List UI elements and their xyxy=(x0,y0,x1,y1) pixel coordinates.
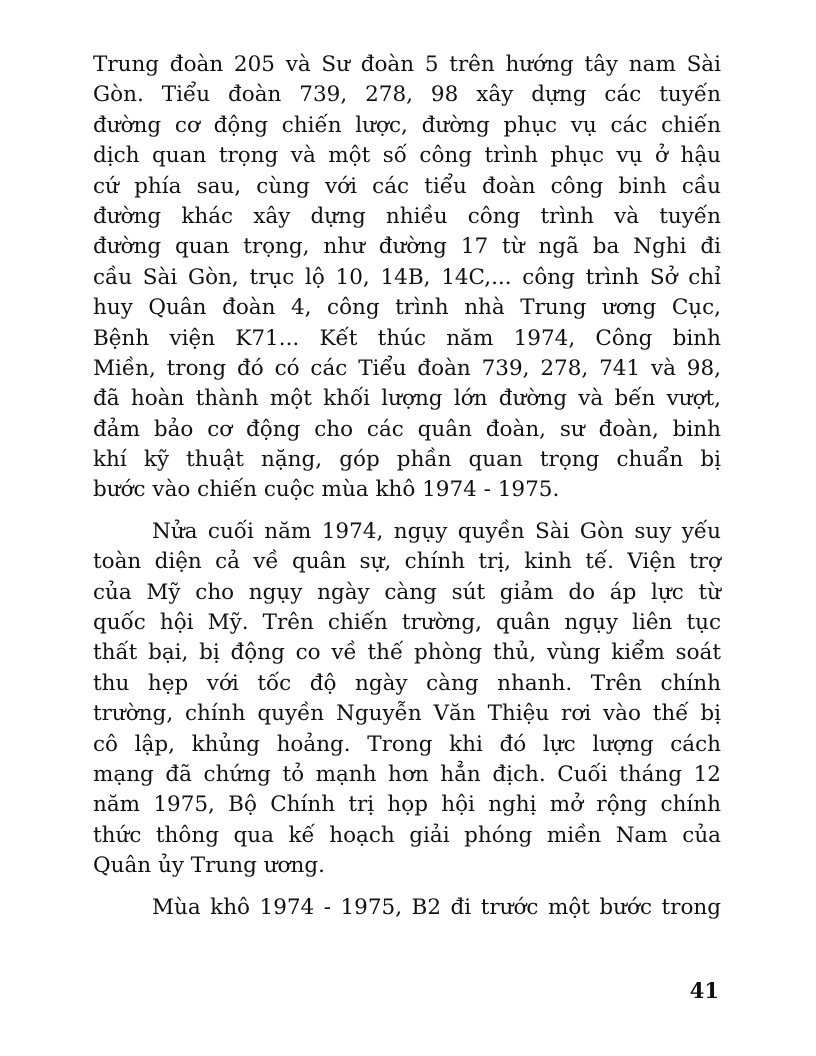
text-line: thu hẹp với tốc độ ngày càng nhanh. Trên chính xyxy=(93,670,721,696)
text-line: khí kỹ thuật nặng, góp phần quan trọng chuẩn bị xyxy=(93,447,721,473)
body-text xyxy=(93,50,721,923)
text-line: dịch quan trọng và một số công trình phục vụ ở hậu xyxy=(93,143,721,169)
text-line: trường, chính quyền Nguyễn Văn Thiệu rơi vào thế bị xyxy=(93,701,721,727)
text-line: bước vào chiến cuộc mùa khô 1974 - 1975. xyxy=(93,477,560,503)
text-line: đường quan trọng, như đường 17 từ ngã ba Nghi đi xyxy=(93,234,721,260)
text-line: Miền, trong đó có các Tiểu đoàn 739, 278, 741 và 98, xyxy=(93,355,721,381)
text-line: Mùa khô 1974 - 1975, B2 đi trước một bước trong xyxy=(152,894,721,920)
text-line: mạng đã chứng tỏ mạnh hơn hẳn địch. Cuối tháng 12 xyxy=(93,761,721,787)
text-line: đã hoàn thành một khối lượng lớn đường và bến vượt, xyxy=(93,386,721,412)
text-line: thức thông qua kế hoạch giải phóng miền Nam của xyxy=(93,822,721,848)
text-line: năm 1975, Bộ Chính trị họp hội nghị mở rộng chính xyxy=(93,792,721,818)
paragraph xyxy=(93,893,721,923)
text-line: Quân ủy Trung ương. xyxy=(93,853,325,879)
text-line: toàn diện cả về quân sự, chính trị, kinh tế. Viện trợ xyxy=(93,549,721,575)
text-line: thất bại, bị động co về thế phòng thủ, vùng kiểm soát xyxy=(93,640,721,666)
text-line: Gòn. Tiểu đoàn 739, 278, 98 xây dựng các tuyến xyxy=(93,82,721,108)
text-line: của Mỹ cho ngụy ngày càng sút giảm do áp lực từ xyxy=(93,579,721,605)
page-number: 41 xyxy=(689,978,719,1003)
text-line: cô lập, khủng hoảng. Trong khi đó lực lượng cách xyxy=(93,731,721,757)
text-line: cứ phía sau, cùng với các tiểu đoàn công binh cầu xyxy=(93,173,721,199)
text-line: đường khác xây dựng nhiều công trình và tuyến xyxy=(93,203,721,229)
text-line: đảm bảo cơ động cho các quân đoàn, sư đoàn, binh xyxy=(93,416,721,442)
text-line: quốc hội Mỹ. Trên chiến trường, quân ngụy liên tục xyxy=(93,610,721,636)
text-line: huy Quân đoàn 4, công trình nhà Trung ương Cục, xyxy=(93,295,721,321)
text-line: Nửa cuối năm 1974, ngụy quyền Sài Gòn suy yếu xyxy=(152,518,721,544)
paragraph-gap xyxy=(93,506,721,517)
text-line: cầu Sài Gòn, trục lộ 10, 14B, 14C,... công trình Sở chỉ xyxy=(93,264,721,290)
paragraph xyxy=(93,50,721,506)
paragraph-gap xyxy=(93,882,721,893)
text-line: Trung đoàn 205 và Sư đoàn 5 trên hướng tây nam Sài xyxy=(93,52,721,77)
paragraph xyxy=(93,517,721,882)
text-line: Bệnh viện K71... Kết thúc năm 1974, Công binh xyxy=(93,325,721,351)
text-line: đường cơ động chiến lược, đường phục vụ các chiến xyxy=(93,112,721,138)
